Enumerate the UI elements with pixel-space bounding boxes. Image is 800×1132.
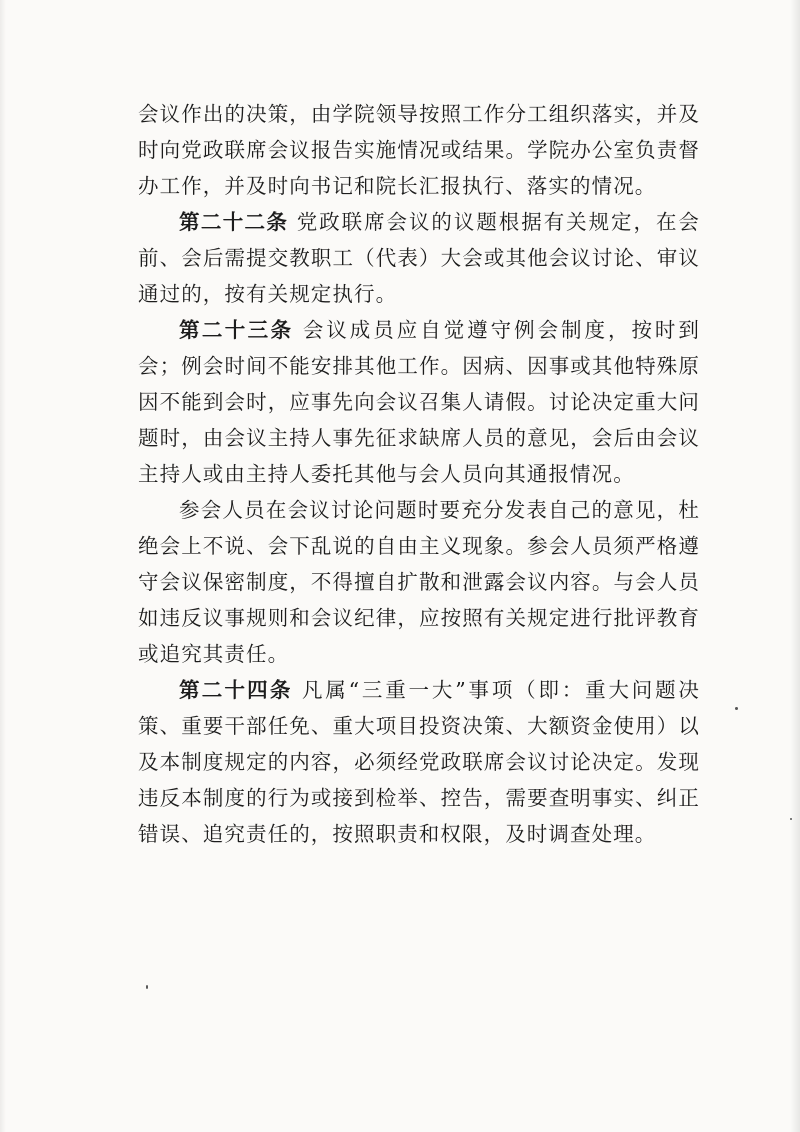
document-body bbox=[138, 96, 700, 852]
paragraph-article-22 bbox=[138, 204, 700, 312]
paragraph-text: 参会人员在会议讨论问题时要充分发表自己的意见，杜绝会上不说、会下乱说的自由主义现象。参会人员须严格遵守会议保密制度，不得擅自扩散和泄露会议内容。与会人员如违反议事规则和会议纪律，应按照有关规定进行批评教育或追究其责任。 bbox=[138, 498, 700, 666]
article-heading: 第二十二条 bbox=[179, 210, 289, 234]
scan-speck bbox=[146, 985, 148, 989]
paragraph-text: 党政联席会议的议题根据有关规定，在会前、会后需提交教职工（代表）大会或其他会议讨论、审议通过的，按有关规定执行。 bbox=[138, 210, 700, 306]
scan-speck bbox=[735, 707, 738, 710]
paragraph-attendance bbox=[138, 492, 700, 672]
paragraph-text: 会议成员应自觉遵守例会制度，按时到会；例会时间不能安排其他工作。因病、因事或其他特殊原因不能到会时，应事先向会议召集人请假。讨论决定重大问题时，由会议主持人事先征求缺席人员的意见，会后由会议主持人或由主持人委托其他与会人员向其通报情况。 bbox=[138, 318, 701, 486]
paragraph-article-23 bbox=[138, 312, 700, 492]
paragraph-text: 凡属“三重一大”事项（即：重大问题决策、重要干部任免、重大项目投资决策、大额资金使用）以及本制度规定的内容，必须经党政联席会议讨论决定。发现违反本制度的行为或接到检举、控告，需要查明事实、纠正错误、追究责任的，按照职责和权限，及时调查处理。 bbox=[138, 678, 701, 846]
paragraph-text: 会议作出的决策，由学院领导按照工作分工组织落实，并及时向党政联席会议报告实施情况或结果。学院办公室负责督办工作，并及时向书记和院长汇报执行、落实的情况。 bbox=[138, 102, 700, 198]
paragraph-article-24 bbox=[138, 672, 700, 852]
paragraph-continuation bbox=[138, 96, 700, 204]
article-heading: 第二十三条 bbox=[179, 318, 294, 342]
article-heading: 第二十四条 bbox=[179, 678, 293, 702]
scan-speck bbox=[790, 818, 792, 820]
